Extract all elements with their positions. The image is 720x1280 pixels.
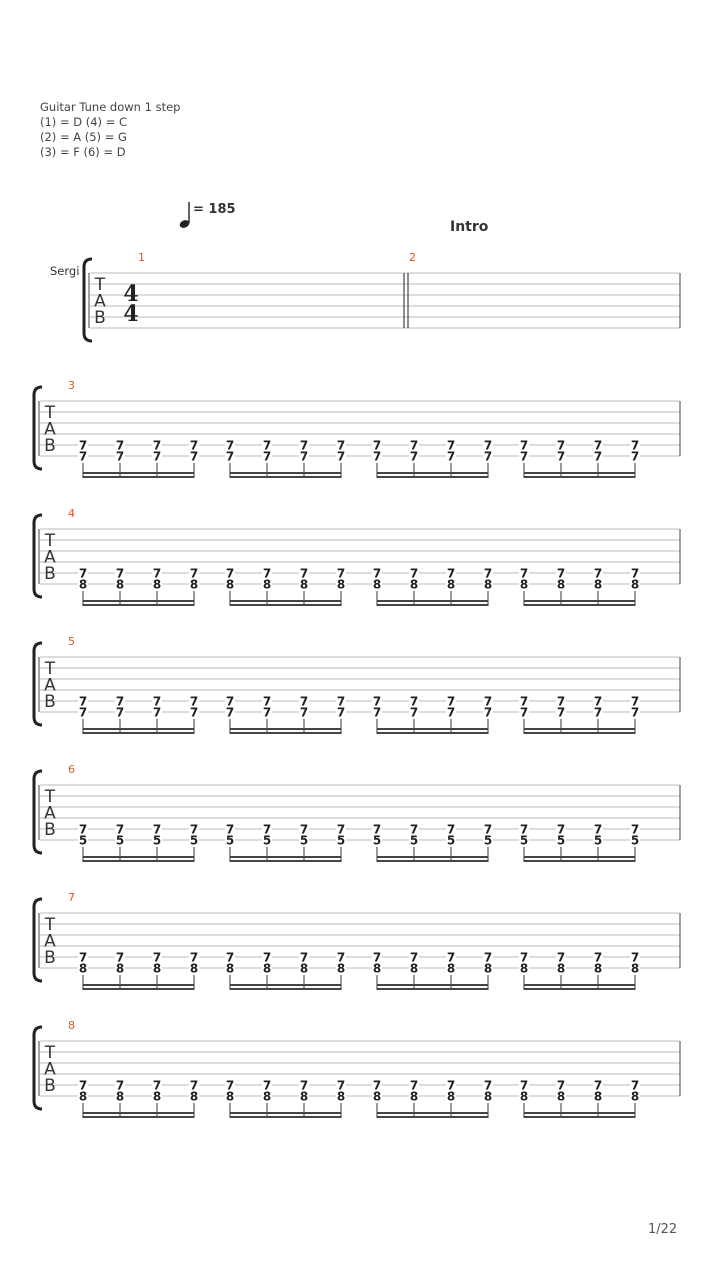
fret-number-string-4: 8 [225, 1089, 235, 1104]
tab-clef-letter: T [94, 275, 106, 296]
fret-number-string-4: 7 [556, 449, 566, 464]
fret-number-string-4: 7 [262, 705, 272, 720]
fret-number-string-4: 7 [446, 705, 456, 720]
tab-clef-letter: B [44, 692, 56, 713]
tab-clef-letter: B [44, 436, 56, 457]
fret-number-string-3: 7 [336, 566, 346, 581]
fret-number-string-3: 7 [556, 950, 566, 965]
fret-number-string-3: 7 [225, 1078, 235, 1093]
fret-number-string-4: 7 [78, 705, 88, 720]
fret-number-string-4: 5 [225, 833, 235, 848]
tempo-bpm: 185 [208, 202, 236, 217]
fret-number-string-4: 7 [225, 705, 235, 720]
fret-number-string-3: 7 [556, 566, 566, 581]
fret-number-string-3: 7 [152, 438, 162, 453]
fret-number-string-3: 7 [556, 1078, 566, 1093]
fret-number-string-3: 7 [152, 1078, 162, 1093]
measure-number: 8 [68, 1019, 75, 1032]
fret-number-string-3: 7 [189, 950, 199, 965]
tuning-line-1: (1) = D (4) = C [40, 115, 128, 129]
fret-number-string-4: 8 [262, 577, 272, 592]
fret-number-string-4: 5 [556, 833, 566, 848]
fret-number-string-4: 7 [189, 705, 199, 720]
tuning-line-2: (2) = A (5) = G [40, 130, 127, 144]
fret-number-string-3: 7 [409, 566, 419, 581]
fret-number-string-3: 7 [262, 1078, 272, 1093]
fret-number-string-4: 8 [483, 577, 493, 592]
fret-number-string-4: 8 [483, 1089, 493, 1104]
fret-number-string-4: 8 [446, 1089, 456, 1104]
tab-clef-letter: A [44, 931, 56, 952]
tab-clef-letter: A [44, 803, 56, 824]
fret-number-string-4: 8 [299, 961, 309, 976]
fret-number-string-4: 8 [262, 961, 272, 976]
fret-number-string-4: 8 [556, 1089, 566, 1104]
section-label: Intro [450, 219, 489, 235]
fret-number-string-3: 7 [409, 822, 419, 837]
fret-number-string-3: 7 [299, 1078, 309, 1093]
fret-number-string-3: 7 [115, 1078, 125, 1093]
fret-number-string-3: 7 [446, 822, 456, 837]
fret-number-string-4: 8 [336, 577, 346, 592]
fret-number-string-3: 7 [189, 1078, 199, 1093]
fret-number-string-4: 8 [189, 961, 199, 976]
fret-number-string-3: 7 [519, 950, 529, 965]
fret-number-string-4: 7 [519, 449, 529, 464]
fret-number-string-4: 8 [372, 1089, 382, 1104]
fret-number-string-3: 7 [593, 438, 603, 453]
fret-number-string-4: 8 [593, 1089, 603, 1104]
fret-number-string-3: 7 [630, 822, 640, 837]
fret-number-string-4: 7 [115, 705, 125, 720]
fret-number-string-4: 7 [630, 449, 640, 464]
fret-number-string-3: 7 [519, 822, 529, 837]
system-4-bracket [34, 643, 42, 725]
fret-number-string-3: 7 [409, 950, 419, 965]
fret-number-string-3: 7 [262, 822, 272, 837]
fret-number-string-3: 7 [372, 950, 382, 965]
fret-number-string-4: 8 [336, 1089, 346, 1104]
fret-number-string-4: 5 [593, 833, 603, 848]
fret-number-string-4: 8 [189, 1089, 199, 1104]
measure-number: 6 [68, 763, 75, 776]
tab-clef-letter: T [44, 1043, 56, 1064]
measure-number: 4 [68, 507, 75, 520]
fret-number-string-4: 5 [336, 833, 346, 848]
fret-number-string-4: 7 [372, 705, 382, 720]
fret-number-string-3: 7 [372, 438, 382, 453]
fret-number-string-3: 7 [78, 438, 88, 453]
fret-number-string-4: 8 [593, 577, 603, 592]
fret-number-string-4: 5 [372, 833, 382, 848]
fret-number-string-4: 7 [336, 705, 346, 720]
fret-number-string-3: 7 [630, 694, 640, 709]
system-2-bracket [34, 387, 42, 469]
fret-number-string-4: 8 [152, 961, 162, 976]
fret-number-string-4: 7 [78, 449, 88, 464]
fret-number-string-3: 7 [336, 438, 346, 453]
tab-clef-letter: A [94, 291, 106, 312]
system-6-bracket [34, 899, 42, 981]
fret-number-string-3: 7 [446, 1078, 456, 1093]
fret-number-string-3: 7 [446, 438, 456, 453]
tempo-prefix: = [193, 202, 209, 217]
fret-number-string-3: 7 [593, 822, 603, 837]
measure-number: 2 [409, 251, 416, 264]
fret-number-string-3: 7 [336, 950, 346, 965]
fret-number-string-3: 7 [225, 438, 235, 453]
fret-number-string-3: 7 [336, 694, 346, 709]
fret-number-string-4: 8 [336, 961, 346, 976]
fret-number-string-3: 7 [189, 822, 199, 837]
fret-number-string-4: 7 [372, 449, 382, 464]
measure-number: 1 [138, 251, 145, 264]
fret-number-string-4: 7 [483, 705, 493, 720]
fret-number-string-4: 8 [78, 961, 88, 976]
fret-number-string-4: 7 [446, 449, 456, 464]
fret-number-string-4: 8 [299, 1089, 309, 1104]
fret-number-string-3: 7 [483, 1078, 493, 1093]
fret-number-string-4: 8 [483, 961, 493, 976]
fret-number-string-3: 7 [299, 438, 309, 453]
fret-number-string-3: 7 [519, 566, 529, 581]
fret-number-string-4: 8 [115, 577, 125, 592]
fret-number-string-4: 7 [189, 449, 199, 464]
fret-number-string-4: 8 [189, 577, 199, 592]
tab-clef-letter: B [94, 308, 106, 329]
fret-number-string-3: 7 [556, 822, 566, 837]
fret-number-string-3: 7 [78, 822, 88, 837]
fret-number-string-4: 7 [409, 449, 419, 464]
measure-number: 5 [68, 635, 75, 648]
fret-number-string-4: 7 [152, 449, 162, 464]
tab-clef-letter: A [44, 1059, 56, 1080]
fret-number-string-3: 7 [409, 438, 419, 453]
fret-number-string-4: 8 [556, 961, 566, 976]
fret-number-string-3: 7 [446, 950, 456, 965]
fret-number-string-4: 7 [262, 449, 272, 464]
tab-clef-letter: T [44, 659, 56, 680]
fret-number-string-4: 8 [519, 961, 529, 976]
fret-number-string-4: 7 [299, 449, 309, 464]
fret-number-string-3: 7 [519, 438, 529, 453]
fret-number-string-3: 7 [446, 694, 456, 709]
fret-number-string-3: 7 [299, 822, 309, 837]
time-signature-bottom: 4 [123, 301, 139, 327]
tab-clef-letter: A [44, 675, 56, 696]
fret-number-string-4: 8 [519, 577, 529, 592]
fret-number-string-3: 7 [372, 822, 382, 837]
fret-number-string-3: 7 [483, 694, 493, 709]
fret-number-string-4: 7 [115, 449, 125, 464]
fret-number-string-3: 7 [519, 1078, 529, 1093]
fret-number-string-3: 7 [556, 438, 566, 453]
fret-number-string-4: 8 [115, 961, 125, 976]
fret-number-string-4: 5 [630, 833, 640, 848]
fret-number-string-3: 7 [189, 566, 199, 581]
fret-number-string-4: 5 [483, 833, 493, 848]
fret-number-string-3: 7 [630, 950, 640, 965]
fret-number-string-3: 7 [593, 566, 603, 581]
fret-number-string-4: 5 [519, 833, 529, 848]
fret-number-string-3: 7 [152, 950, 162, 965]
fret-number-string-3: 7 [372, 694, 382, 709]
fret-number-string-4: 8 [630, 961, 640, 976]
fret-number-string-4: 8 [78, 577, 88, 592]
fret-number-string-4: 7 [593, 705, 603, 720]
fret-number-string-3: 7 [409, 694, 419, 709]
fret-number-string-3: 7 [262, 438, 272, 453]
fret-number-string-3: 7 [78, 694, 88, 709]
fret-number-string-4: 7 [336, 449, 346, 464]
system-3-bracket [34, 515, 42, 597]
fret-number-string-3: 7 [78, 950, 88, 965]
fret-number-string-4: 8 [409, 577, 419, 592]
fret-number-string-4: 7 [593, 449, 603, 464]
fret-number-string-4: 8 [372, 961, 382, 976]
fret-number-string-3: 7 [593, 950, 603, 965]
fret-number-string-3: 7 [262, 566, 272, 581]
tab-clef-letter: A [44, 419, 56, 440]
fret-number-string-3: 7 [299, 694, 309, 709]
fret-number-string-3: 7 [336, 1078, 346, 1093]
fret-number-string-4: 8 [556, 577, 566, 592]
fret-number-string-3: 7 [593, 694, 603, 709]
tuning-line-3: (3) = F (6) = D [40, 145, 126, 159]
fret-number-string-3: 7 [556, 694, 566, 709]
fret-number-string-3: 7 [115, 438, 125, 453]
tab-clef-letter: B [44, 1076, 56, 1097]
fret-number-string-3: 7 [372, 566, 382, 581]
fret-number-string-3: 7 [372, 1078, 382, 1093]
fret-number-string-3: 7 [483, 566, 493, 581]
fret-number-string-3: 7 [152, 566, 162, 581]
fret-number-string-4: 8 [78, 1089, 88, 1104]
tab-clef-letter: T [44, 915, 56, 936]
fret-number-string-3: 7 [225, 950, 235, 965]
fret-number-string-4: 5 [409, 833, 419, 848]
tab-clef-letter: B [44, 948, 56, 969]
fret-number-string-4: 8 [299, 577, 309, 592]
tab-clef-letter: T [44, 403, 56, 424]
fret-number-string-3: 7 [630, 1078, 640, 1093]
fret-number-string-4: 7 [152, 705, 162, 720]
fret-number-string-4: 5 [78, 833, 88, 848]
fret-number-string-3: 7 [299, 950, 309, 965]
fret-number-string-3: 7 [262, 950, 272, 965]
tab-clef-letter: B [44, 820, 56, 841]
fret-number-string-4: 5 [299, 833, 309, 848]
fret-number-string-4: 5 [152, 833, 162, 848]
fret-number-string-4: 5 [189, 833, 199, 848]
fret-number-string-3: 7 [262, 694, 272, 709]
fret-number-string-4: 8 [152, 1089, 162, 1104]
fret-number-string-3: 7 [409, 1078, 419, 1093]
fret-number-string-4: 5 [262, 833, 272, 848]
fret-number-string-3: 7 [299, 566, 309, 581]
fret-number-string-4: 8 [115, 1089, 125, 1104]
fret-number-string-4: 8 [630, 1089, 640, 1104]
fret-number-string-4: 5 [115, 833, 125, 848]
fret-number-string-3: 7 [519, 694, 529, 709]
fret-number-string-4: 8 [519, 1089, 529, 1104]
fret-number-string-3: 7 [225, 694, 235, 709]
measure-number: 7 [68, 891, 75, 904]
fret-number-string-4: 8 [593, 961, 603, 976]
fret-number-string-4: 7 [519, 705, 529, 720]
fret-number-string-4: 8 [225, 577, 235, 592]
page-number: 1/22 [648, 1222, 678, 1237]
fret-number-string-4: 8 [630, 577, 640, 592]
fret-number-string-3: 7 [189, 438, 199, 453]
tab-clef-letter: B [44, 564, 56, 585]
system-1-bracket [84, 259, 92, 341]
fret-number-string-4: 5 [446, 833, 456, 848]
fret-number-string-3: 7 [225, 822, 235, 837]
fret-number-string-4: 7 [225, 449, 235, 464]
fret-number-string-3: 7 [115, 566, 125, 581]
fret-number-string-3: 7 [115, 950, 125, 965]
fret-number-string-3: 7 [78, 1078, 88, 1093]
fret-number-string-3: 7 [593, 1078, 603, 1093]
fret-number-string-3: 7 [225, 566, 235, 581]
fret-number-string-3: 7 [152, 694, 162, 709]
fret-number-string-3: 7 [446, 566, 456, 581]
system-5-bracket [34, 771, 42, 853]
fret-number-string-4: 8 [409, 961, 419, 976]
fret-number-string-4: 8 [446, 961, 456, 976]
fret-number-string-3: 7 [189, 694, 199, 709]
tab-clef-letter: T [44, 531, 56, 552]
tab-clef-letter: T [44, 787, 56, 808]
fret-number-string-4: 7 [630, 705, 640, 720]
fret-number-string-3: 7 [115, 822, 125, 837]
fret-number-string-4: 8 [409, 1089, 419, 1104]
track-name: Sergi [50, 264, 80, 278]
fret-number-string-4: 7 [483, 449, 493, 464]
fret-number-string-4: 7 [556, 705, 566, 720]
fret-number-string-3: 7 [78, 566, 88, 581]
tuning-title: Guitar Tune down 1 step [40, 100, 181, 114]
fret-number-string-4: 8 [262, 1089, 272, 1104]
fret-number-string-4: 8 [225, 961, 235, 976]
measure-number: 3 [68, 379, 75, 392]
fret-number-string-4: 7 [409, 705, 419, 720]
fret-number-string-3: 7 [336, 822, 346, 837]
fret-number-string-3: 7 [630, 566, 640, 581]
tab-clef-letter: A [44, 547, 56, 568]
fret-number-string-4: 8 [446, 577, 456, 592]
time-signature-top: 4 [123, 281, 139, 307]
fret-number-string-4: 7 [299, 705, 309, 720]
fret-number-string-3: 7 [483, 438, 493, 453]
fret-number-string-3: 7 [483, 822, 493, 837]
fret-number-string-4: 8 [152, 577, 162, 592]
fret-number-string-4: 8 [372, 577, 382, 592]
fret-number-string-3: 7 [483, 950, 493, 965]
system-7-bracket [34, 1027, 42, 1109]
fret-number-string-3: 7 [152, 822, 162, 837]
fret-number-string-3: 7 [630, 438, 640, 453]
fret-number-string-3: 7 [115, 694, 125, 709]
